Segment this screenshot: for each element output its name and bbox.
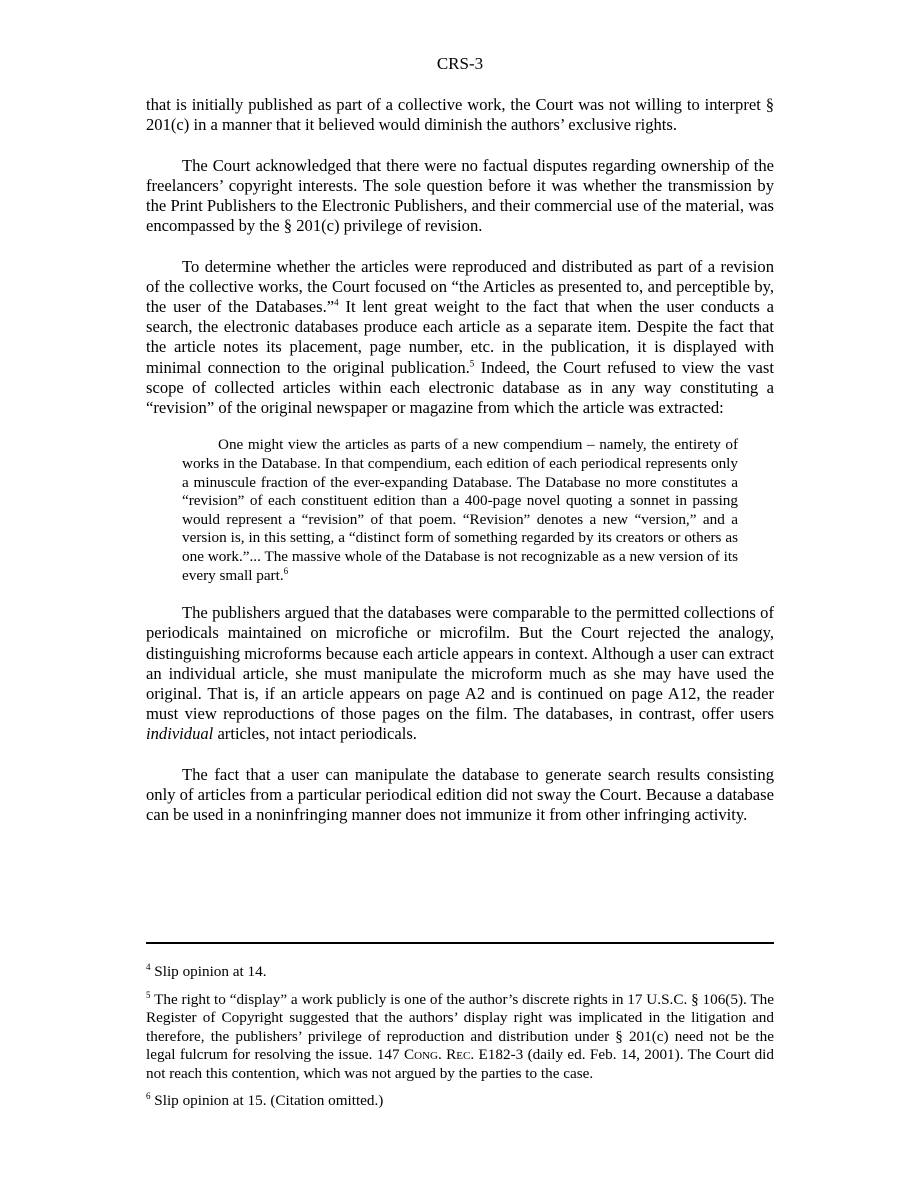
paragraph-4-text-a: The publishers argued that the databases were comparable to the permitted collections of periodicals maintained on microfiche or microfilm. But the Court rejected the analogy, distinguishing microforms because each article appears in context. Although a user can extract an individual article, she must manipulate the microform much as she may have used the original. That is, if an article appears on page A2 and is continued on page A12, the reader must view reproductions of those pages on the film. The databases, in contrast, offer users (146, 603, 774, 724)
paragraph-4-text-b: articles, not intact periodicals. (213, 724, 417, 744)
page-number-header: CRS-3 (436, 54, 484, 73)
paragraph-5: The fact that a user can manipulate the database to generate search results consisting only of articles from a particular periodical edition did not sway the Court. Because a database can be used in a noninfringing manner does not immunize it from other infringing activity. (146, 764, 774, 825)
paragraph-3-text-a: To determine whether the articles were reproduced and distributed as part of a revision of the collective works, the Court focused on “the Articles as presented to, and perceptible by, the user of the Databases.” (146, 256, 774, 316)
block-quote (182, 436, 738, 585)
footnote-ref-5[interactable]: 5 (469, 358, 475, 369)
block-quote-text: One might view the articles as parts of a new compendium – namely, the entirety of works in the Database. In that compendium, each edition of each periodical represents only a minuscule fraction of the ever-expanding Database. The Database no more constitutes a “revision” of each constituent edition than a 400-page novel quoting a sonnet in passing would represent a “revision” of that poem. “Revision” denotes a new “version,” and a version is, in this setting, a “distinct form of something regarded by its creators or others as one work.”... The massive whole of the Database is not recognizable as a new version of its every small part. (182, 436, 738, 584)
footnotes (146, 963, 774, 1120)
footnote-separator (146, 942, 774, 944)
footnote-5-citation: Cong. Rec. (404, 1046, 475, 1063)
footnote-ref-6[interactable]: 6 (283, 565, 289, 576)
footnote-4 (146, 963, 774, 982)
footnote-4-number: 4 (146, 961, 151, 972)
paragraph-4 (146, 603, 774, 744)
footnote-5-text-a: The right to “display” a work publicly is one of the author’s discrete rights in 17 U.S.C. § 106(5). The Register of Copyright suggested that the authors’ display right was implicated in the litigation and therefore, the publishers’ privilege of reproduction and distribution under § 201(c) need not be the legal fulcrum for resolving the issue. 147 (146, 990, 774, 1063)
footnote-5 (146, 991, 774, 1084)
footnote-5-number: 5 (146, 989, 151, 1000)
footnote-6-number: 6 (146, 1090, 151, 1101)
paragraph-3-text-c: Indeed, the Court refused to view the vast scope of collected articles within each electronic database as in any way constituting a “revision” of the original newspaper or magazine from which the article was extracted: (146, 357, 774, 418)
paragraph-3-text-b: It lent great weight to the fact that when the user conducts a search, the electronic databases produce each article as a separate item. Despite the fact that the article notes its placement, page number, etc. in the publication, it is displayed with minimal connection to the original publication. (146, 297, 774, 377)
footnote-5-text-b: E182-3 (daily ed. Feb. 14, 2001). The Court did not reach this contention, which was not argued by the parties to the case. (146, 1046, 774, 1082)
paragraph-3 (146, 257, 774, 419)
footnote-6-text: Slip opinion at 15. (Citation omitted.) (150, 1092, 384, 1109)
footnote-6 (146, 1092, 774, 1111)
body-text (146, 95, 774, 846)
footnote-ref-4[interactable]: 4 (334, 297, 339, 308)
paragraph-4-emphasis: individual (146, 724, 214, 744)
paragraph-1: that is initially published as part of a collective work, the Court was not willing to interpret § 201(c) in a manner that it believed would diminish the authors’ exclusive rights. (146, 95, 774, 135)
paragraph-2: The Court acknowledged that there were no factual disputes regarding ownership of the freelancers’ copyright interests. The sole question before it was whether the transmission by the Print Publishers to the Electronic Publishers, and their commercial use of the material, was encompassed by the § 201(c) privilege of revision. (146, 155, 774, 236)
footnote-4-text: Slip opinion at 14. (150, 963, 267, 980)
